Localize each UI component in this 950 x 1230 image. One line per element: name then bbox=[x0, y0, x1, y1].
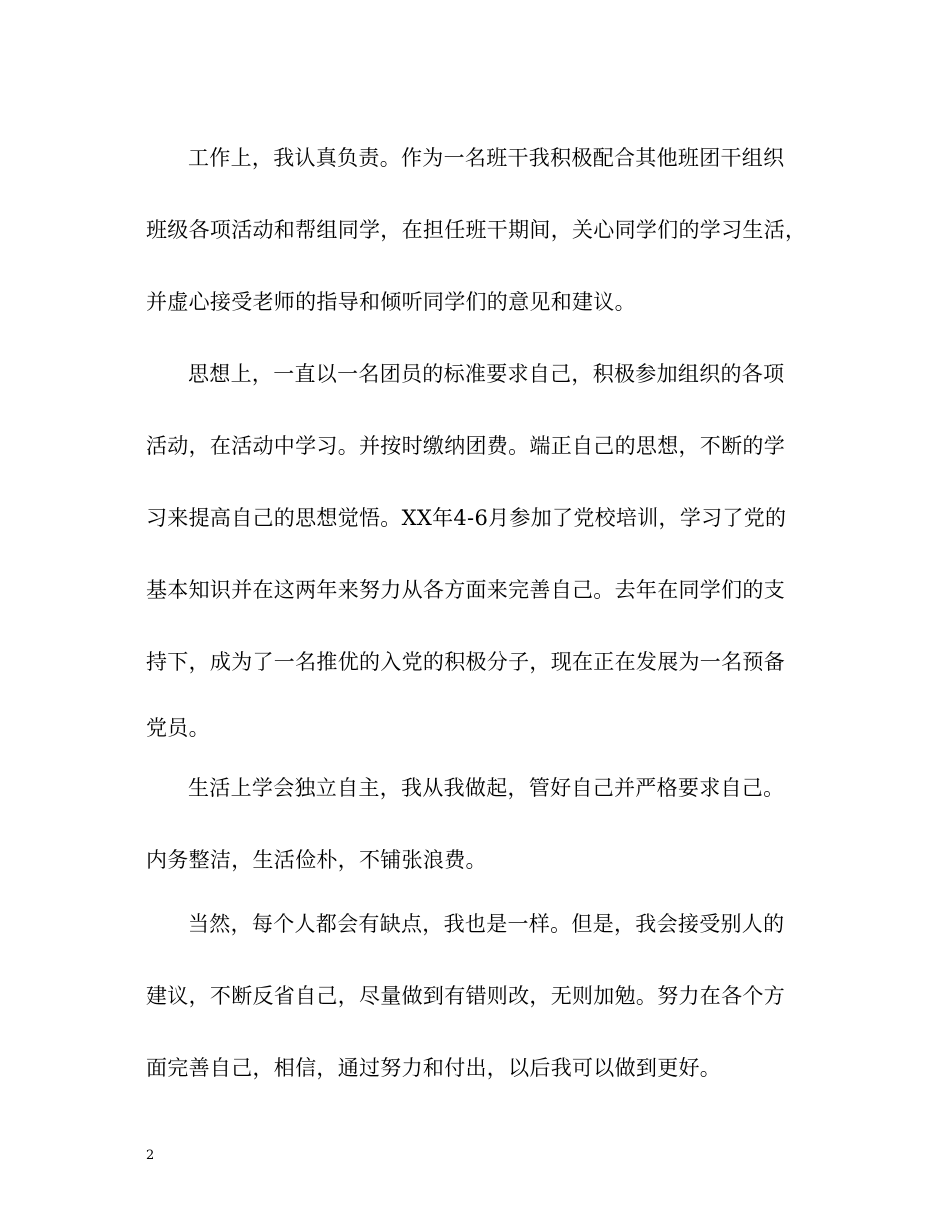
paragraph-4-line-1: 当然，每个人都会有缺点，我也是一样。但是，我会接受别人的 bbox=[188, 912, 785, 936]
paragraph-2-line-5: 持下，成为了一名推优的入党的积极分子，现在正在发展为一名预备 bbox=[146, 650, 785, 674]
paragraph-1-line-1: 工作上，我认真负责。作为一名班干我积极配合其他班团干组织 bbox=[188, 146, 785, 170]
page-number: 2 bbox=[146, 1148, 155, 1163]
paragraph-3-line-1: 生活上学会独立自主，我从我做起，管好自己并严格要求自己。 bbox=[188, 776, 785, 800]
paragraph-3-line-2: 内务整洁，生活俭朴，不铺张浪费。 bbox=[146, 848, 487, 872]
paragraph-2-line-4: 基本知识并在这两年来努力从各方面来完善自己。去年在同学们的支 bbox=[146, 578, 785, 602]
paragraph-1-line-3: 并虚心接受老师的指导和倾听同学们的意见和建议。 bbox=[146, 290, 636, 314]
paragraph-2-line-1: 思想上，一直以一名团员的标准要求自己，积极参加组织的各项 bbox=[188, 362, 785, 386]
paragraph-4-line-2: 建议，不断反省自己，尽量做到有错则改，无则加勉。努力在各个方 bbox=[146, 984, 785, 1008]
paragraph-4-line-3: 面完善自己，相信，通过努力和付出，以后我可以做到更好。 bbox=[146, 1056, 722, 1080]
paragraph-1-line-2: 班级各项活动和帮组同学，在担任班干期间，关心同学们的学习生活， bbox=[146, 218, 807, 242]
paragraph-2-line-3: 习来提高自己的思想觉悟。XX年4-6月参加了党校培训，学习了党的 bbox=[146, 506, 787, 530]
paragraph-2-line-2: 活动，在活动中学习。并按时缴纳团费。端正自己的思想，不断的学 bbox=[146, 434, 785, 458]
paragraph-2-line-6: 党员。 bbox=[146, 716, 210, 740]
